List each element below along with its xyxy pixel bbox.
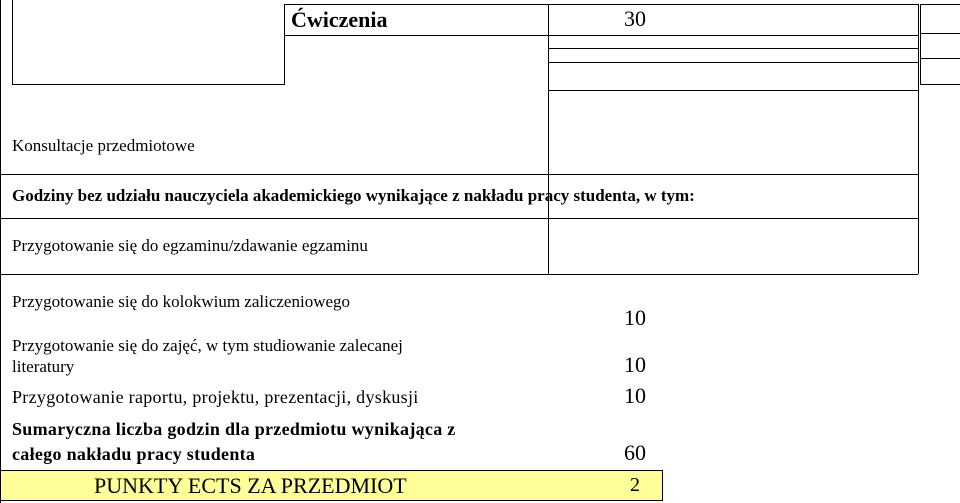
border-left-block-bottom bbox=[12, 84, 284, 85]
border-row-ects bbox=[0, 500, 662, 501]
independent-hours-label: Godziny bez udziału nauczyciela akademickiego wynikające z nakładu pracy studenta, w tym: bbox=[12, 186, 695, 205]
border-label-col bbox=[284, 4, 285, 85]
border-subrow-3 bbox=[548, 90, 918, 91]
ects-value: 2 bbox=[630, 474, 640, 496]
header-value: 30 bbox=[624, 6, 646, 31]
border-top bbox=[284, 4, 918, 5]
report-prep-value: 10 bbox=[624, 383, 646, 408]
border-value-col bbox=[548, 4, 549, 274]
ects-label: PUNKTY ECTS ZA PRZEDMIOT bbox=[94, 473, 407, 498]
border-right-sub-3 bbox=[920, 84, 960, 85]
border-row-consultations bbox=[0, 174, 918, 175]
border-top-right bbox=[920, 4, 960, 5]
colloquium-prep-value: 10 bbox=[624, 305, 646, 330]
border-subrow-2 bbox=[548, 62, 918, 63]
border-left bbox=[0, 0, 1, 503]
consultations-label: Konsultacje przedmiotowe bbox=[12, 136, 195, 155]
border-subrow-1 bbox=[548, 48, 918, 49]
class-prep-label-2: literatury bbox=[12, 357, 75, 376]
total-value: 60 bbox=[624, 440, 646, 465]
border-ects-right bbox=[662, 470, 663, 501]
border-right-outer bbox=[920, 4, 921, 85]
border-header-bottom bbox=[284, 35, 918, 36]
border-left-inner bbox=[12, 0, 13, 85]
class-prep-value: 10 bbox=[624, 352, 646, 377]
total-label-1: Sumaryczna liczba godzin dla przedmiotu wynikająca z bbox=[12, 419, 456, 439]
report-prep-label: Przygotowanie raportu, projektu, prezentacji, dyskusji bbox=[12, 387, 419, 407]
header-label: Ćwiczenia bbox=[291, 7, 388, 32]
class-prep-label-1: Przygotowanie się do zajęć, w tym studiowanie zalecanej bbox=[12, 336, 403, 355]
colloquium-prep-label: Przygotowanie się do kolokwium zaliczeniowego bbox=[12, 292, 351, 311]
total-label-2: całego nakładu pracy studenta bbox=[12, 444, 256, 464]
border-right-sub-2 bbox=[920, 58, 960, 59]
border-row-independent bbox=[0, 218, 918, 219]
exam-prep-label: Przygotowanie się do egzaminu/zdawanie egzaminu bbox=[12, 236, 368, 255]
border-right-main bbox=[918, 4, 919, 274]
border-right-sub-1 bbox=[920, 33, 960, 34]
border-row-exam bbox=[0, 274, 918, 275]
